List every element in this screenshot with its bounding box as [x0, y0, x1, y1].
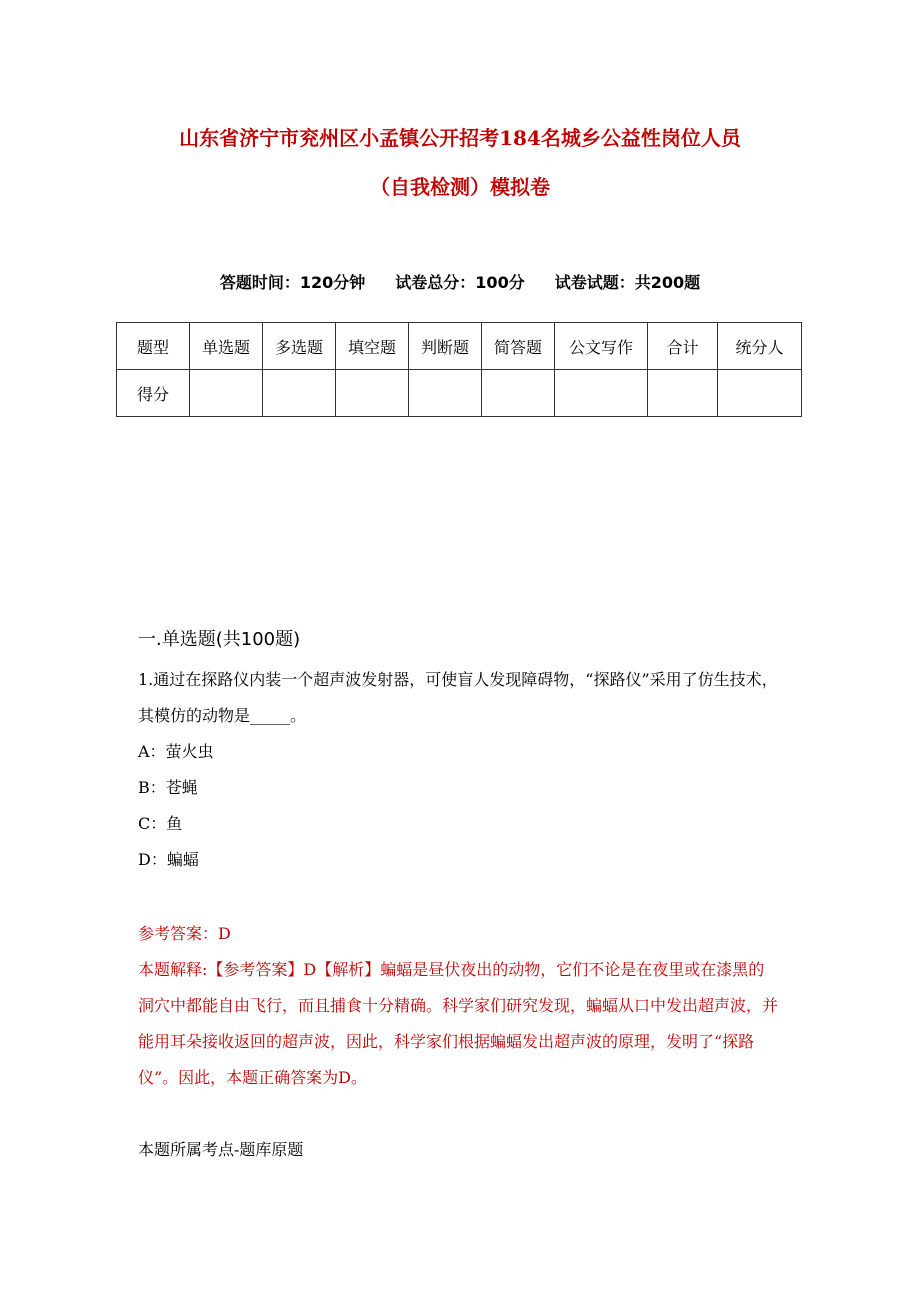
- document-title-line-1: 山东省济宁市兖州区小孟镇公开招考184名城乡公益性岗位人员: [179, 126, 741, 150]
- score-table-header-cell: 填空题: [336, 323, 409, 370]
- option-a: A：萤火虫: [138, 742, 214, 761]
- score-cell: [718, 370, 802, 417]
- option-c: C：鱼: [138, 814, 183, 833]
- answer-explanation: 本题解释:【参考答案】D【解析】蝙蝠是昼伏夜出的动物，它们不论是在夜里或在漆黑的洞穴中都能自由飞行，而且捕食十分精确。科学家们研究发现，蝙蝠从口中发出超声波，并能用耳朵接收返回的超声波，因此，科学家们根据蝙蝠发出超声波的原理，发明了“探路仪”。因此，本题正确答案为D。: [138, 960, 779, 1087]
- score-table-header-cell: 多选题: [263, 323, 336, 370]
- exam-question-count: 试卷试题：共200题: [554, 273, 701, 292]
- exam-time: 答题时间：120分钟: [219, 273, 366, 292]
- score-cell: [555, 370, 648, 417]
- exam-total-score: 试卷总分：100分: [395, 273, 525, 292]
- score-table: [116, 322, 802, 417]
- score-table-header-row: [117, 323, 802, 370]
- score-table-header-cell: 判断题: [409, 323, 482, 370]
- option-d: D：蝙蝠: [138, 850, 199, 869]
- score-cell: [263, 370, 336, 417]
- score-cell: [336, 370, 409, 417]
- score-row-label: 得分: [117, 370, 190, 417]
- question-topic: 本题所属考点-题库原题: [138, 1140, 304, 1159]
- score-cell: [190, 370, 263, 417]
- section-heading: 一.单选题(共100题): [138, 629, 301, 650]
- score-table-score-row: [117, 370, 802, 417]
- document-title-line-2: （自我检测）模拟卷: [370, 175, 550, 199]
- score-cell: [648, 370, 718, 417]
- score-cell: [482, 370, 555, 417]
- score-table-header-cell: 统分人: [718, 323, 802, 370]
- reference-answer: 参考答案：D: [138, 924, 231, 943]
- question-text: 1.通过在探路仪内装一个超声波发射器，可使盲人发现障碍物，“探路仪”采用了仿生技术，其模仿的动物是_____。: [138, 670, 778, 725]
- score-cell: [409, 370, 482, 417]
- score-table-header-cell: 单选题: [190, 323, 263, 370]
- score-table-header-cell: 简答题: [482, 323, 555, 370]
- exam-meta: [0, 270, 920, 293]
- score-table-header-cell: 公文写作: [555, 323, 648, 370]
- score-table-header-cell: 题型: [117, 323, 190, 370]
- score-table-header-cell: 合计: [648, 323, 718, 370]
- option-b: B：苍蝇: [138, 778, 198, 797]
